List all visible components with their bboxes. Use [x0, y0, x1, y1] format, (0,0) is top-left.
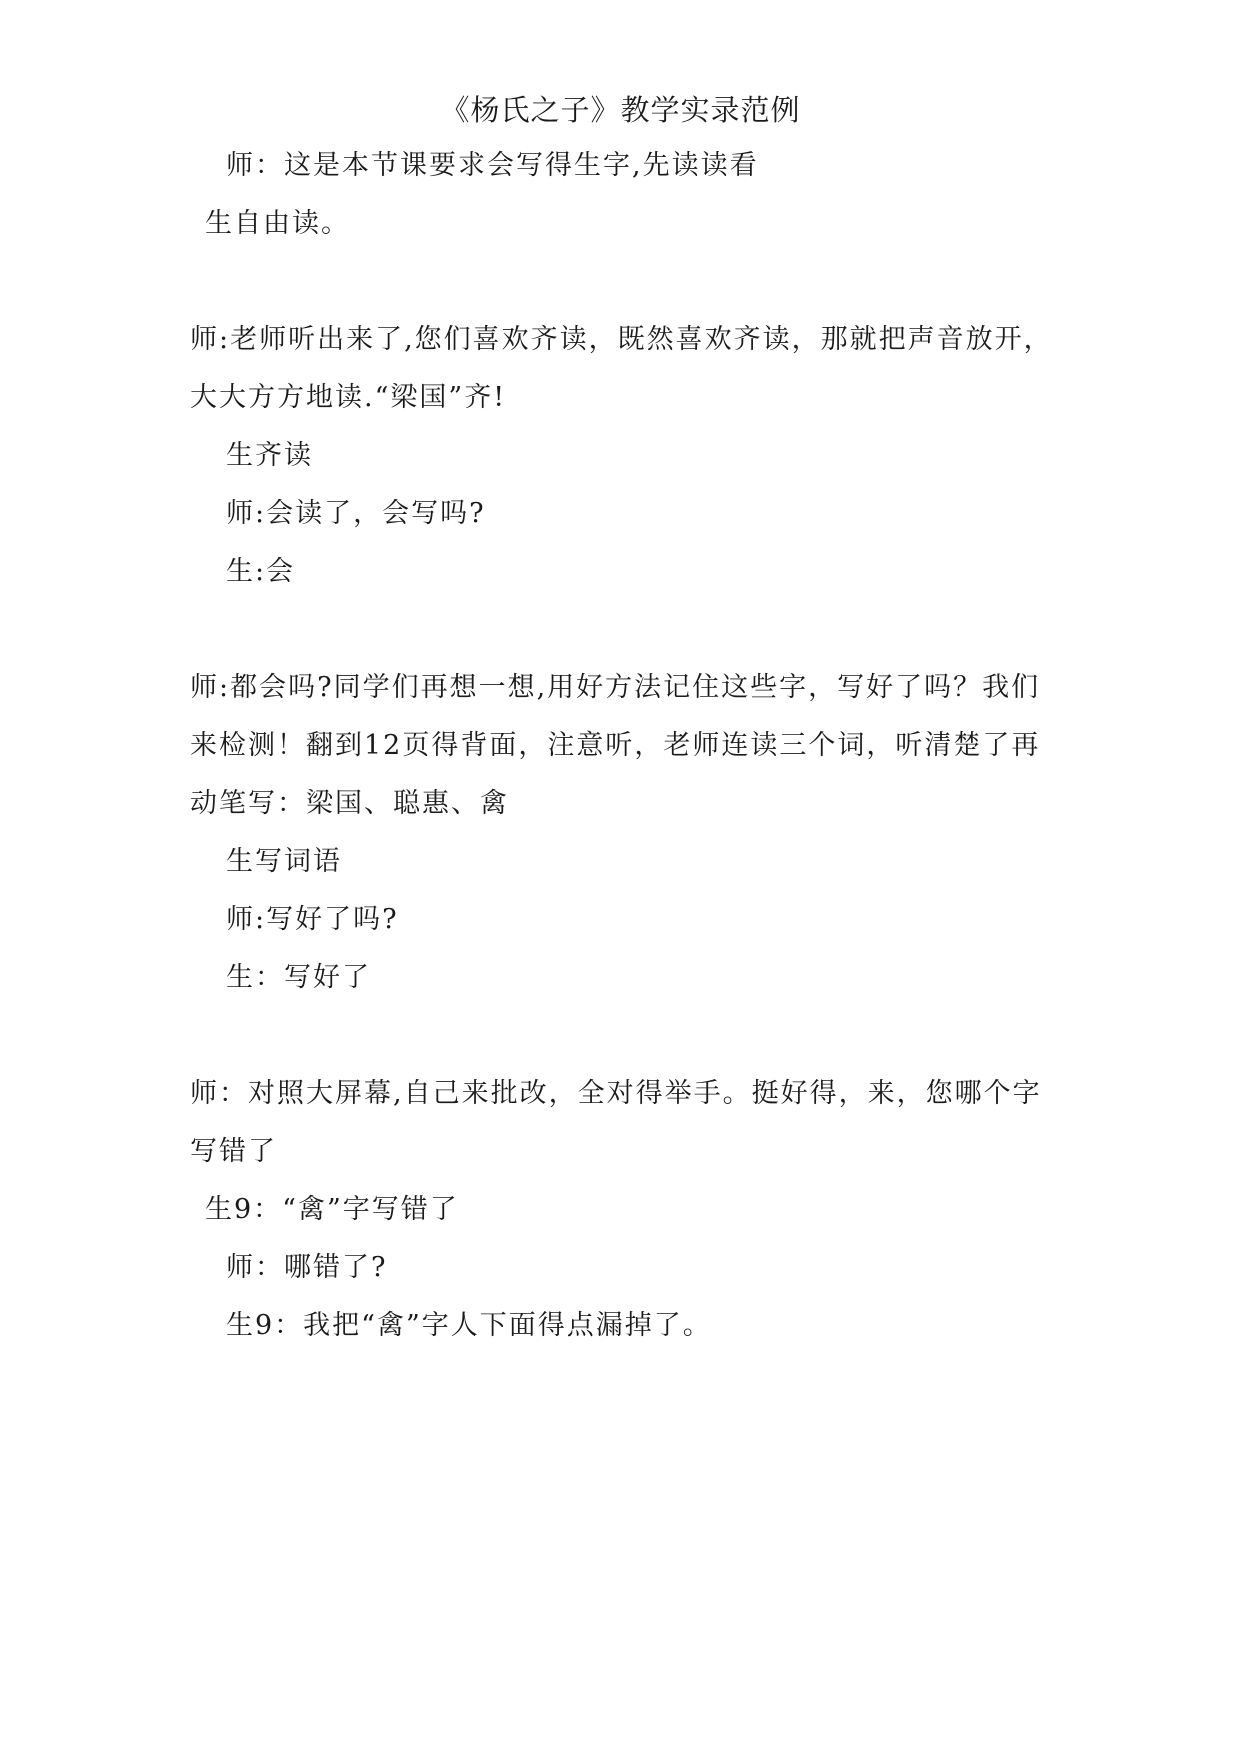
text-line: 生自由读。 [205, 208, 350, 239]
text-line: 动笔写：梁国、聪惠、禽 [190, 788, 509, 819]
text-line: 生写词语 [226, 846, 342, 877]
text-line: 生9：“禽”字写错了 [205, 1194, 459, 1225]
text-line: 大大方方地读.“梁国”齐! [190, 382, 507, 413]
text-line: 写错了 [190, 1136, 277, 1167]
document-title: 《杨氏之子》教学实录范例 [440, 93, 801, 127]
text-line: 师:会读了，会写吗? [226, 498, 486, 529]
text-line: 生9：我把“禽”字人下面得点漏掉了。 [226, 1310, 712, 1341]
text-line: 师:老师听出来了,您们喜欢齐读，既然喜欢齐读，那就把声音放开， [190, 324, 1053, 355]
text-line: 师：对照大屏幕,自己来批改，全对得举手。挺好得，来，您哪个字 [190, 1078, 1042, 1109]
text-line: 生：写好了 [226, 962, 371, 993]
text-line: 生齐读 [226, 440, 313, 471]
text-line: 师：这是本节课要求会写得生字,先读读看 [226, 150, 759, 181]
text-line: 师:都会吗?同学们再想一想,用好方法记住这些字，写好了吗？我们 [190, 672, 1041, 703]
text-line: 来检测！翻到12页得背面，注意听，老师连读三个词，听清楚了再 [190, 730, 1041, 761]
text-line: 生:会 [226, 556, 296, 587]
text-line: 师:写好了吗? [226, 904, 399, 935]
text-line: 师：哪错了? [226, 1252, 388, 1283]
